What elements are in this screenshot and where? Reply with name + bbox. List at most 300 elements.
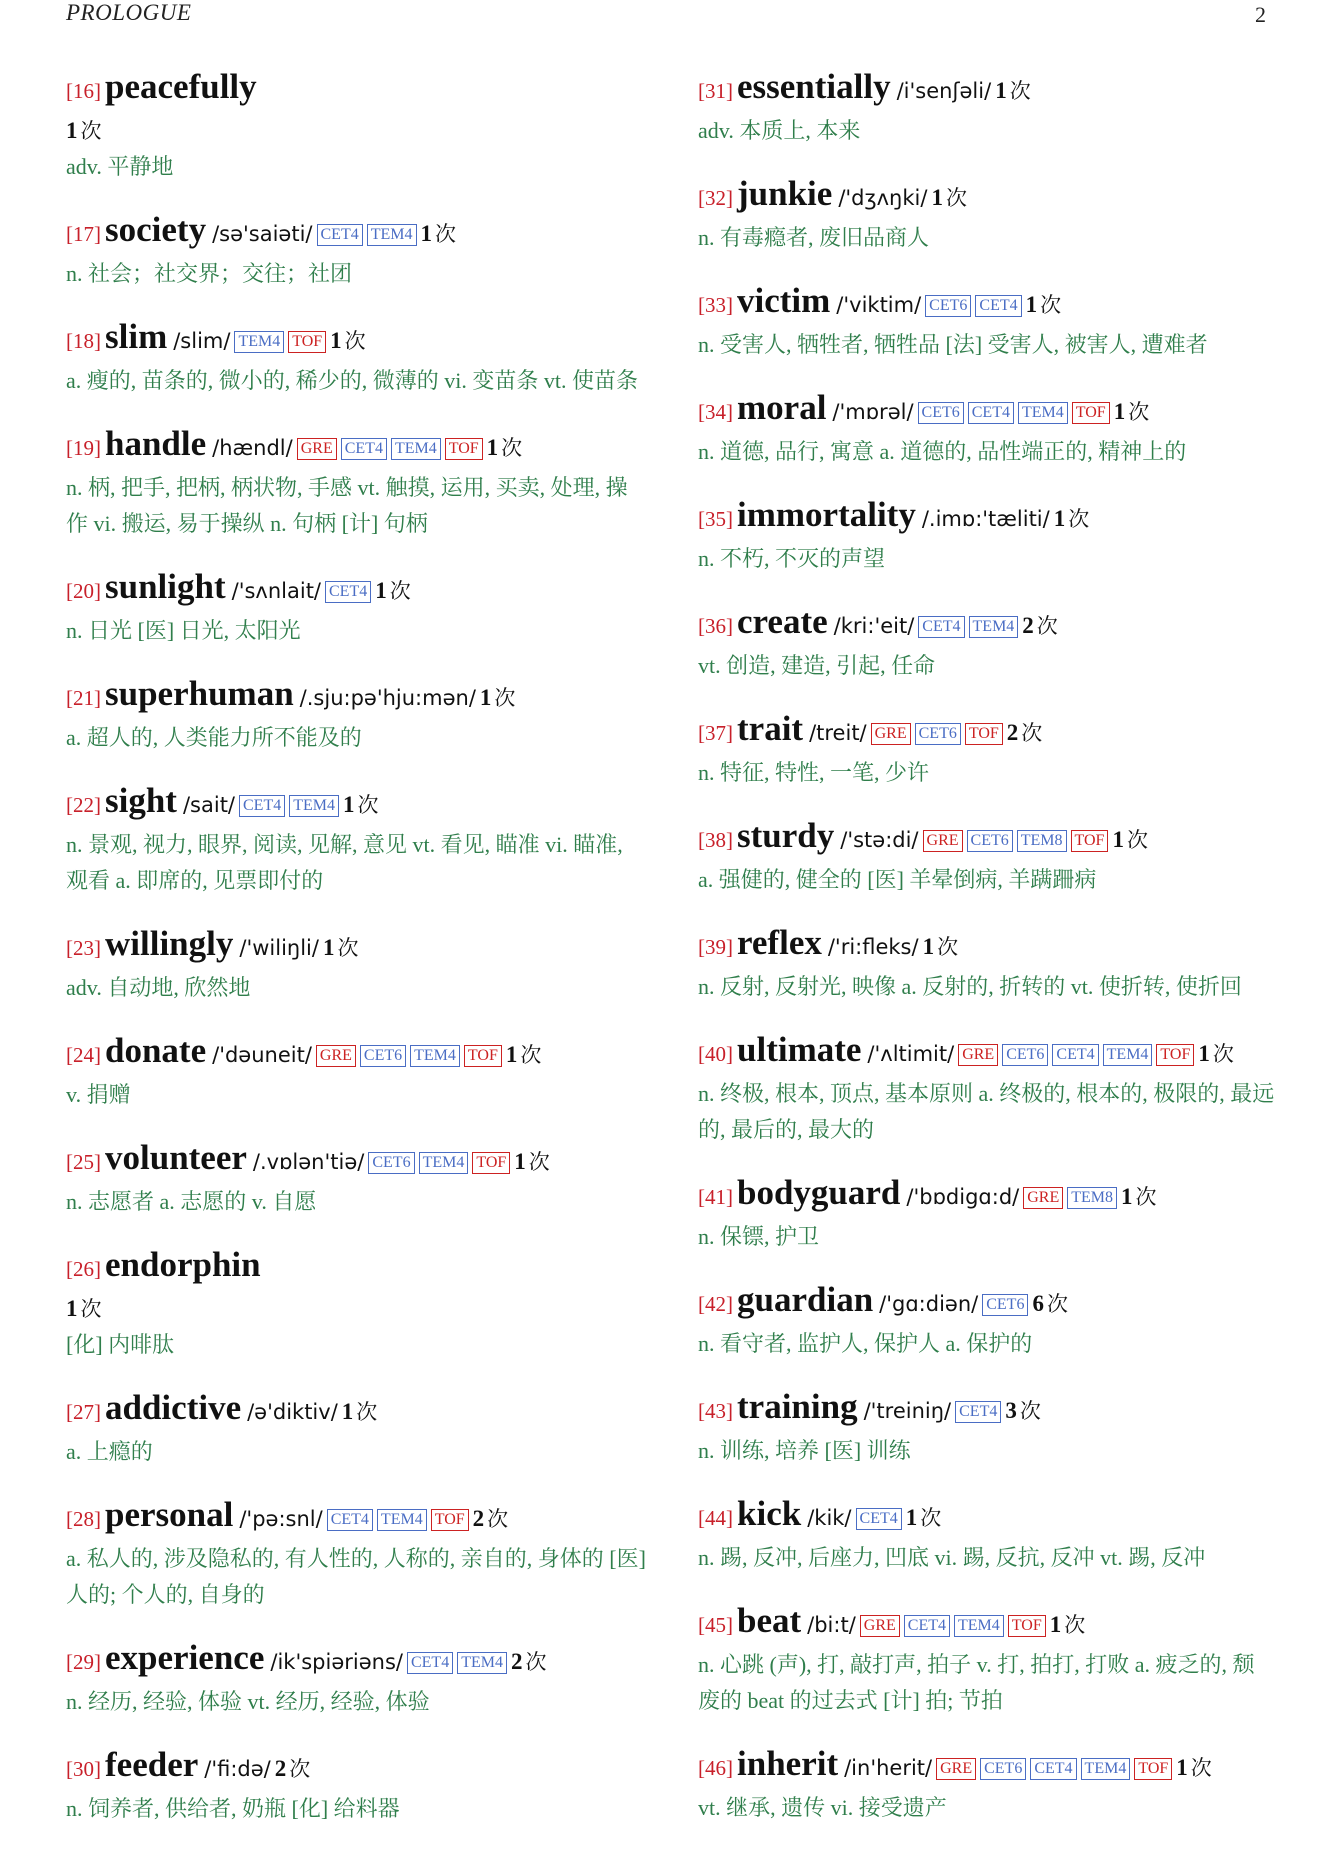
- headword: guardian: [737, 1280, 874, 1319]
- count-value: 1: [995, 78, 1007, 103]
- entry-number: [25]: [66, 1150, 101, 1174]
- count-value: 1: [486, 435, 499, 460]
- entry-headline: [66, 425, 646, 470]
- count-unit: 次: [920, 1506, 942, 1530]
- entry-headline: [66, 675, 646, 720]
- entry-headline: [66, 1746, 646, 1791]
- headword: feeder: [105, 1745, 199, 1784]
- count-value: 2: [1022, 613, 1034, 638]
- definition: a. 超人的, 人类能力所不能及的: [66, 725, 362, 750]
- entry-number: [22]: [66, 793, 101, 817]
- phonetic: /'stə:di/: [840, 828, 919, 852]
- headword: slim: [105, 317, 168, 356]
- count-value: 1: [66, 118, 78, 143]
- exam-tag: CET4: [327, 1509, 373, 1531]
- exam-tag: CET6: [368, 1152, 414, 1174]
- entry-number: [17]: [66, 222, 101, 246]
- vocab-entry: [66, 1389, 646, 1470]
- vocab-entry: [698, 1602, 1276, 1719]
- headword: reflex: [737, 923, 822, 962]
- exam-tag: TEM4: [234, 331, 284, 353]
- headword: victim: [737, 281, 831, 320]
- count-value: 2: [472, 1506, 485, 1531]
- count-unit: 次: [494, 686, 516, 710]
- headword: donate: [105, 1031, 207, 1070]
- entry-number: [24]: [66, 1043, 101, 1067]
- phonetic: /'wiliŋli/: [239, 936, 319, 960]
- phonetic: /in'herit/: [844, 1756, 933, 1780]
- definition: n. 看守者, 监护人, 保护人 a. 保护的: [698, 1331, 1033, 1356]
- count-value: 6: [1032, 1291, 1044, 1316]
- vocab-entry: [66, 1639, 646, 1720]
- definition: n. 社会；社交界；交往；社团: [66, 261, 353, 286]
- exam-tag: TOF: [1008, 1615, 1046, 1637]
- definition: v. 捐赠: [66, 1082, 131, 1107]
- entry-number: [35]: [698, 507, 733, 531]
- vocab-entry: [66, 1746, 646, 1827]
- count-value: 1: [330, 328, 342, 353]
- count-value: 1: [1049, 1612, 1062, 1637]
- occurrence-count: [1176, 1756, 1212, 1780]
- headword: trait: [737, 709, 804, 748]
- headword: sight: [105, 781, 177, 820]
- exam-tag: CET4: [904, 1615, 950, 1637]
- vocab-entry: [66, 318, 646, 399]
- definition: n. 受害人, 牺牲者, 牺牲品 [法] 受害人, 被害人, 遭难者: [698, 332, 1208, 357]
- headword: peacefully: [105, 67, 257, 106]
- entry-headline: [698, 389, 1276, 434]
- vocab-entry: [66, 782, 646, 899]
- count-unit: 次: [1190, 1756, 1212, 1780]
- phonetic: /sə'saiəti/: [212, 222, 313, 246]
- headword: sturdy: [737, 816, 835, 855]
- count-value: 1: [322, 935, 335, 960]
- phonetic: /slim/: [173, 329, 231, 353]
- definition: n. 反射, 反射光, 映像 a. 反射的, 折转的 vt. 使折转, 使折回: [698, 974, 1242, 999]
- entry-number: [36]: [698, 614, 733, 638]
- exam-tag: CET4: [975, 295, 1021, 317]
- phonetic: /'dəuneit/: [212, 1043, 312, 1067]
- exam-tag: CET6: [1002, 1044, 1048, 1066]
- exam-tag: CET6: [967, 830, 1013, 852]
- count-unit: 次: [435, 222, 456, 246]
- vocab-entry: [66, 675, 646, 756]
- entry-headline: [66, 1246, 646, 1291]
- exam-tag: TOF: [464, 1045, 502, 1067]
- phonetic: /'viktim/: [836, 293, 922, 317]
- vocab-entry: [698, 1745, 1276, 1826]
- phonetic: /i'senʃəli/: [896, 79, 992, 103]
- headword: willingly: [105, 924, 234, 963]
- entry-headline: [698, 496, 1276, 541]
- exam-tag: TOF: [431, 1509, 469, 1531]
- count-unit: 次: [520, 1043, 542, 1067]
- occurrence-count: [342, 1400, 378, 1424]
- vocab-entry: [698, 1174, 1276, 1255]
- exam-tag: TEM4: [954, 1615, 1004, 1637]
- count-value: 1: [1025, 292, 1038, 317]
- exam-tag: TEM4: [410, 1045, 460, 1067]
- exam-tag: TOF: [288, 331, 326, 353]
- occurrence-count: [506, 1043, 542, 1067]
- entry-number: [32]: [698, 186, 733, 210]
- running-header-title: PROLOGUE: [66, 0, 192, 25]
- count-unit: 次: [344, 329, 366, 353]
- exam-tag: TOF: [1156, 1044, 1194, 1066]
- headword: bodyguard: [737, 1173, 901, 1212]
- count-unit: 次: [1126, 828, 1148, 852]
- headword: create: [737, 602, 828, 641]
- definition: n. 特征, 特性, 一笔, 少许: [698, 760, 930, 785]
- count-value: 1: [66, 1296, 78, 1321]
- exam-tag: TOF: [1072, 402, 1110, 424]
- vocab-entry: [698, 68, 1276, 149]
- headword: experience: [105, 1638, 265, 1677]
- vocab-entry: [698, 817, 1276, 898]
- exam-tag: CET4: [918, 616, 964, 638]
- phonetic: /'sʌnlait/: [231, 579, 321, 603]
- count-value: 1: [420, 221, 432, 246]
- count-value: 1: [1113, 399, 1126, 424]
- vocab-entry: [66, 211, 646, 292]
- count-value: 1: [905, 1505, 918, 1530]
- occurrence-count: [1054, 507, 1090, 531]
- exam-tag: CET4: [325, 581, 371, 603]
- exam-tag: TEM4: [1081, 1758, 1131, 1780]
- vocab-entry: [66, 1246, 646, 1363]
- exam-tag: GRE: [958, 1044, 998, 1066]
- page-number: 2: [1255, 2, 1266, 27]
- exam-tag: TEM4: [367, 224, 417, 246]
- exam-tag: GRE: [923, 830, 963, 852]
- phonetic: /'fi:də/: [204, 1757, 271, 1781]
- exam-tag: CET4: [1030, 1758, 1076, 1780]
- entry-headline: [66, 1032, 646, 1077]
- count-value: 1: [479, 685, 492, 710]
- entry-headline: [66, 68, 646, 113]
- vocab-entry: [698, 175, 1276, 256]
- definition: n. 训练, 培养 [医] 训练: [698, 1438, 911, 1463]
- entry-headline: [698, 1495, 1276, 1540]
- headword: sunlight: [105, 567, 226, 606]
- count-unit: 次: [1135, 1185, 1157, 1209]
- vocab-entry: [66, 1496, 646, 1613]
- exam-tag: CET6: [980, 1758, 1026, 1780]
- entry-headline: [66, 782, 646, 827]
- exam-tag: CET6: [915, 723, 961, 745]
- entry-number: [38]: [698, 828, 733, 852]
- occurrence-count: [995, 79, 1031, 103]
- entry-headline: [698, 68, 1276, 113]
- entry-number: [40]: [698, 1042, 733, 1066]
- count-unit: 次: [80, 119, 102, 143]
- exam-tag: TEM4: [969, 616, 1019, 638]
- exam-tag: TEM8: [1017, 830, 1067, 852]
- vocab-entry: [698, 1495, 1276, 1576]
- phonetic: /treit/: [809, 721, 867, 745]
- headword: inherit: [737, 1744, 839, 1783]
- count-value: 1: [1053, 506, 1066, 531]
- count-unit: 次: [525, 1650, 547, 1674]
- vocab-entry: [698, 1281, 1276, 1362]
- headword: junkie: [737, 174, 833, 213]
- exam-tag: GRE: [316, 1045, 356, 1067]
- exam-tag: CET4: [968, 402, 1014, 424]
- entry-headline: [698, 817, 1276, 862]
- phonetic: /'treiniŋ/: [863, 1399, 952, 1423]
- exam-tag: TOF: [472, 1152, 510, 1174]
- occurrence-count: [473, 1507, 509, 1531]
- count-unit: 次: [528, 1150, 550, 1174]
- count-unit: 次: [1064, 1613, 1086, 1637]
- occurrence-count: [330, 329, 366, 353]
- count-value: 1: [1198, 1041, 1210, 1066]
- vocab-entry: [66, 1032, 646, 1113]
- headword: immortality: [737, 495, 916, 534]
- headword: training: [737, 1387, 858, 1426]
- definition: n. 日光 [医] 日光, 太阳光: [66, 618, 301, 643]
- entry-headline: [66, 568, 646, 613]
- count-unit: 次: [356, 1400, 378, 1424]
- exam-tag: TEM4: [419, 1152, 469, 1174]
- exam-tag: GRE: [871, 723, 911, 745]
- occurrence-count: [923, 935, 959, 959]
- definition: n. 心跳 (声), 打, 敲打声, 拍子 v. 打, 拍打, 打败 a. 疲乏的, 颓废的 beat 的过去式 [计] 拍; 节拍: [698, 1652, 1255, 1713]
- vocab-entry: [698, 710, 1276, 791]
- entry-number: [26]: [66, 1257, 101, 1281]
- headword: superhuman: [105, 674, 294, 713]
- count-value: 1: [343, 792, 355, 817]
- exam-tag: TEM4: [289, 795, 339, 817]
- entry-headline: [698, 1745, 1276, 1790]
- phonetic: /'pə:snl/: [239, 1507, 323, 1531]
- phonetic: /.vɒlən'tiə/: [252, 1150, 365, 1174]
- occurrence-count: [511, 1650, 547, 1674]
- occurrence-count: [514, 1150, 550, 1174]
- occurrence-count: [1026, 293, 1062, 317]
- count-unit: 次: [1046, 1292, 1068, 1316]
- exam-tag: TOF: [1071, 830, 1109, 852]
- occurrence-count: [66, 1291, 646, 1327]
- definition: adv. 平静地: [66, 154, 174, 179]
- count-value: 3: [1005, 1398, 1017, 1423]
- entry-headline: [698, 1031, 1276, 1076]
- vocab-entry: [698, 282, 1276, 363]
- exam-tag: TEM4: [377, 1509, 427, 1531]
- count-unit: 次: [357, 793, 379, 817]
- entry-headline: [698, 710, 1276, 755]
- entry-headline: [66, 1496, 646, 1541]
- count-value: 1: [931, 185, 943, 210]
- definition: a. 上瘾的: [66, 1439, 153, 1464]
- occurrence-count: [1005, 1399, 1041, 1423]
- entry-headline: [698, 1281, 1276, 1326]
- vocab-entry: [66, 425, 646, 542]
- count-unit: 次: [1068, 507, 1090, 531]
- exam-tag: CET4: [856, 1508, 902, 1530]
- vocab-entry: [66, 1139, 646, 1220]
- occurrence-count: [487, 436, 523, 460]
- exam-tag: TOF: [445, 438, 483, 460]
- entry-number: [20]: [66, 579, 101, 603]
- definition: a. 私人的, 涉及隐私的, 有人性的, 人称的, 亲自的, 身体的 [医] 人的; 个人的, 自身的: [66, 1546, 646, 1607]
- entry-headline: [66, 1639, 646, 1684]
- count-unit: 次: [389, 579, 411, 603]
- count-unit: 次: [1212, 1042, 1234, 1066]
- exam-tag: TEM8: [1067, 1187, 1117, 1209]
- entry-number: [43]: [698, 1399, 733, 1423]
- count-value: 2: [1006, 720, 1019, 745]
- entry-number: [30]: [66, 1757, 101, 1781]
- definition: adv. 自动地, 欣然地: [66, 975, 251, 1000]
- phonetic: /bi:t/: [807, 1613, 856, 1637]
- vocab-entry: [66, 68, 646, 185]
- entry-headline: [698, 924, 1276, 969]
- entry-number: [37]: [698, 721, 733, 745]
- phonetic: /ə'diktiv/: [247, 1400, 338, 1424]
- headword: ultimate: [737, 1030, 862, 1069]
- occurrence-count: [1032, 1292, 1068, 1316]
- phonetic: /ik'spiəriəns/: [270, 1650, 403, 1674]
- entry-number: [42]: [698, 1292, 733, 1316]
- count-unit: 次: [289, 1757, 311, 1781]
- count-unit: 次: [487, 1507, 509, 1531]
- entry-number: [27]: [66, 1400, 101, 1424]
- occurrence-count: [1121, 1185, 1157, 1209]
- occurrence-count: [275, 1757, 311, 1781]
- vocab-entry: [698, 496, 1276, 577]
- exam-tag: CET4: [239, 795, 285, 817]
- count-value: 2: [274, 1756, 287, 1781]
- entry-number: [31]: [698, 79, 733, 103]
- count-unit: 次: [1019, 1399, 1041, 1423]
- entry-headline: [66, 925, 646, 970]
- occurrence-count: [66, 113, 646, 149]
- definition: a. 强健的, 健全的 [医] 羊晕倒病, 羊蹒跚病: [698, 867, 1097, 892]
- entry-number: [28]: [66, 1507, 101, 1531]
- entry-number: [21]: [66, 686, 101, 710]
- exam-tag: CET4: [317, 224, 363, 246]
- definition: n. 柄, 把手, 把柄, 柄状物, 手感 vt. 触摸, 运用, 买卖, 处理, 操作 vi. 搬运, 易于操纵 n. 句柄 [计] 句柄: [66, 475, 628, 536]
- exam-tag: TEM4: [1018, 402, 1068, 424]
- entry-number: [18]: [66, 329, 101, 353]
- definition: n. 保镖, 护卫: [698, 1224, 820, 1249]
- definition: n. 饲养者, 供给者, 奶瓶 [化] 给料器: [66, 1796, 400, 1821]
- headword: addictive: [105, 1388, 242, 1427]
- count-value: 1: [505, 1042, 518, 1067]
- count-unit: 次: [937, 935, 959, 959]
- phonetic: /'mɒrəl/: [832, 400, 914, 424]
- phonetic: /kik/: [807, 1506, 852, 1530]
- phonetic: /'bɒdigɑ:d/: [906, 1185, 1020, 1209]
- definition: vt. 继承, 遗传 vi. 接受遗产: [698, 1795, 947, 1820]
- definition: n. 道德, 品行, 寓意 a. 道德的, 品性端正的, 精神上的: [698, 439, 1187, 464]
- count-unit: 次: [1036, 614, 1058, 638]
- definition: n. 经历, 经验, 体验 vt. 经历, 经验, 体验: [66, 1689, 430, 1714]
- entry-number: [33]: [698, 293, 733, 317]
- count-value: 1: [1121, 1184, 1133, 1209]
- occurrence-count: [480, 686, 516, 710]
- exam-tag: GRE: [936, 1758, 976, 1780]
- entry-headline: [698, 1388, 1276, 1433]
- entry-number: [23]: [66, 936, 101, 960]
- exam-tag: TEM4: [1103, 1044, 1153, 1066]
- exam-tag: TEM4: [391, 438, 441, 460]
- count-unit: 次: [1021, 721, 1043, 745]
- phonetic: /kri:'eit/: [833, 614, 915, 638]
- headword: kick: [737, 1494, 802, 1533]
- headword: essentially: [737, 67, 891, 106]
- phonetic: /.sju:pə'hju:mən/: [299, 686, 476, 710]
- occurrence-count: [1112, 828, 1148, 852]
- entry-headline: [698, 603, 1276, 648]
- count-unit: 次: [1040, 293, 1062, 317]
- entry-headline: [698, 282, 1276, 327]
- headword: moral: [737, 388, 827, 427]
- count-unit: 次: [501, 436, 523, 460]
- vocab-entry: [66, 568, 646, 649]
- entry-headline: [66, 211, 646, 256]
- occurrence-count: [1198, 1042, 1234, 1066]
- entry-number: [44]: [698, 1506, 733, 1530]
- occurrence-count: [1050, 1613, 1086, 1637]
- headword: handle: [105, 424, 207, 463]
- headword: volunteer: [105, 1138, 247, 1177]
- count-value: 1: [922, 934, 935, 959]
- right-column: [698, 68, 1276, 1852]
- occurrence-count: [931, 186, 967, 210]
- entry-headline: [698, 175, 1276, 220]
- headword: society: [105, 210, 207, 249]
- occurrence-count: [1007, 721, 1043, 745]
- exam-tag: GRE: [860, 1615, 900, 1637]
- exam-tag: CET6: [982, 1294, 1028, 1316]
- exam-tag: CET6: [925, 295, 971, 317]
- definition: n. 有毒瘾者, 废旧品商人: [698, 225, 930, 250]
- vocab-entry: [698, 1031, 1276, 1148]
- exam-tag: GRE: [297, 438, 337, 460]
- entry-number: [45]: [698, 1613, 733, 1637]
- vocab-entry: [66, 925, 646, 1006]
- entry-number: [41]: [698, 1185, 733, 1209]
- exam-tag: TOF: [1134, 1758, 1172, 1780]
- phonetic: /'ri:fleks/: [827, 935, 919, 959]
- vocab-entry: [698, 603, 1276, 684]
- exam-tag: TEM4: [457, 1652, 507, 1674]
- entry-headline: [66, 318, 646, 363]
- definition: vt. 创造, 建造, 引起, 任命: [698, 653, 936, 678]
- entry-number: [29]: [66, 1650, 101, 1674]
- phonetic: /sait/: [182, 793, 235, 817]
- entry-number: [34]: [698, 400, 733, 424]
- entry-headline: [66, 1139, 646, 1184]
- phonetic: /'gɑ:diən/: [879, 1292, 979, 1316]
- count-value: 1: [1112, 827, 1124, 852]
- definition: a. 瘦的, 苗条的, 微小的, 稀少的, 微薄的 vi. 变苗条 vt. 使苗条: [66, 368, 638, 393]
- definition: n. 踢, 反冲, 后座力, 凹底 vi. 踢, 反抗, 反冲 vt. 踢, 反冲: [698, 1545, 1206, 1570]
- vocab-entry: [698, 924, 1276, 1005]
- headword: endorphin: [105, 1245, 261, 1284]
- vocab-entry: [698, 1388, 1276, 1469]
- occurrence-count: [323, 936, 359, 960]
- definition: [化] 内啡肽: [66, 1332, 175, 1357]
- exam-tag: CET6: [918, 402, 964, 424]
- occurrence-count: [343, 793, 379, 817]
- entry-headline: [66, 1389, 646, 1434]
- count-value: 1: [375, 578, 387, 603]
- phonetic: /'dʒʌŋki/: [838, 186, 928, 210]
- exam-tag: TOF: [965, 723, 1003, 745]
